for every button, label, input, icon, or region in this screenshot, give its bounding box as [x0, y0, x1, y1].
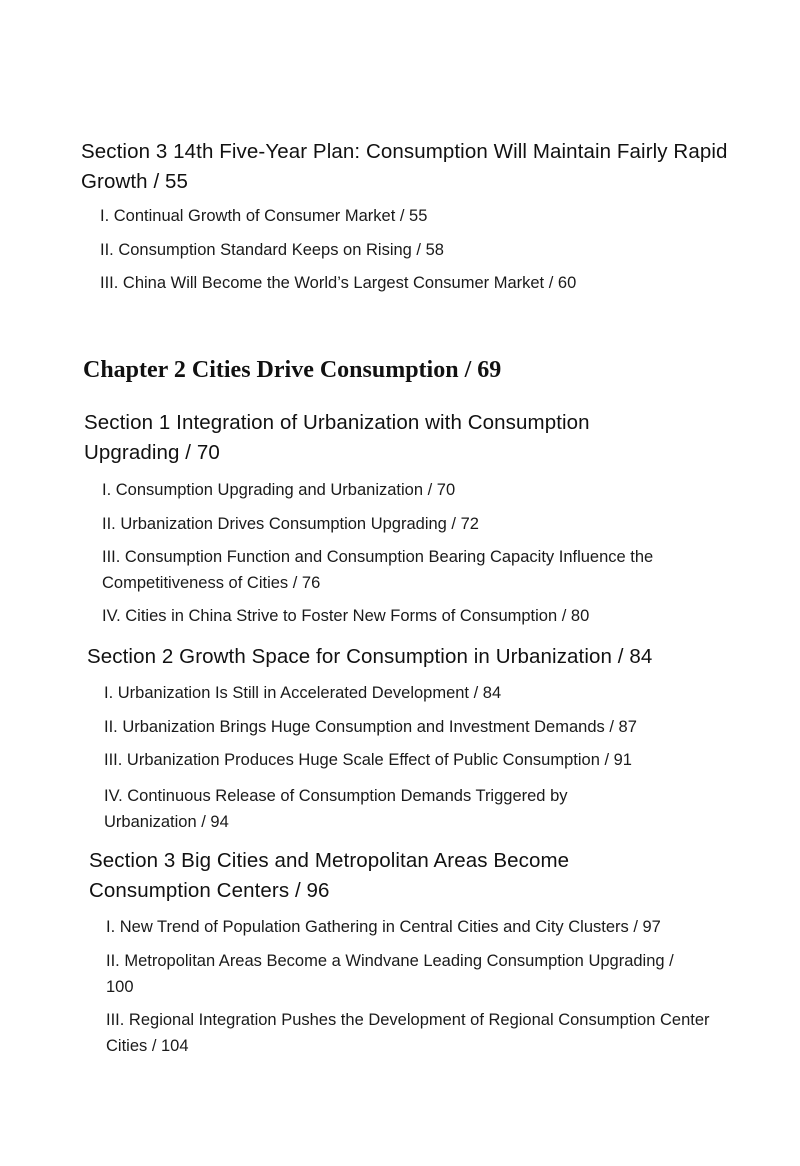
toc-entry: III. China Will Become the World’s Largest Consumer Market / 60 — [100, 274, 577, 292]
section-3-heading: Section 3 Big Cities and Metropolitan Areas Become Consumption Centers / 96 — [89, 849, 570, 902]
toc-entry: III. Regional Integration Pushes the Development of Regional Consumption Center Cities / 104 — [106, 1011, 710, 1055]
toc-entry: II. Urbanization Drives Consumption Upgrading / 72 — [102, 515, 479, 533]
toc-entry: IV. Continuous Release of Consumption Demands Triggered by Urbanization / 94 — [104, 787, 568, 831]
toc-entry: I. Urbanization Is Still in Accelerated Development / 84 — [104, 684, 502, 702]
toc-entry: II. Urbanization Brings Huge Consumption and Investment Demands / 87 — [104, 718, 637, 736]
section-2-heading: Section 2 Growth Space for Consumption in Urbanization / 84 — [87, 645, 653, 668]
toc-entry: IV. Cities in China Strive to Foster New Forms of Consumption / 80 — [102, 607, 590, 625]
section-1-heading: Section 1 Integration of Urbanization with Consumption Upgrading / 70 — [84, 411, 590, 464]
toc-entry: I. Continual Growth of Consumer Market / 55 — [100, 207, 428, 225]
toc-entry: II. Consumption Standard Keeps on Rising / 58 — [100, 241, 444, 259]
toc-entry: II. Metropolitan Areas Become a Windvane Leading Consumption Upgrading / 100 — [106, 952, 674, 996]
section-3-heading: Section 3 14th Five-Year Plan: Consumption Will Maintain Fairly Rapid Growth / 55 — [81, 140, 728, 193]
toc-entry: I. New Trend of Population Gathering in Central Cities and City Clusters / 97 — [106, 918, 661, 936]
toc-entry: I. Consumption Upgrading and Urbanization / 70 — [102, 481, 456, 499]
toc-entry: III. Consumption Function and Consumption Bearing Capacity Influence the Competitiveness of Cities / 76 — [102, 548, 654, 592]
toc-entry: III. Urbanization Produces Huge Scale Effect of Public Consumption / 91 — [104, 751, 632, 769]
chapter-2-heading: Chapter 2 Cities Drive Consumption / 69 — [83, 357, 502, 383]
